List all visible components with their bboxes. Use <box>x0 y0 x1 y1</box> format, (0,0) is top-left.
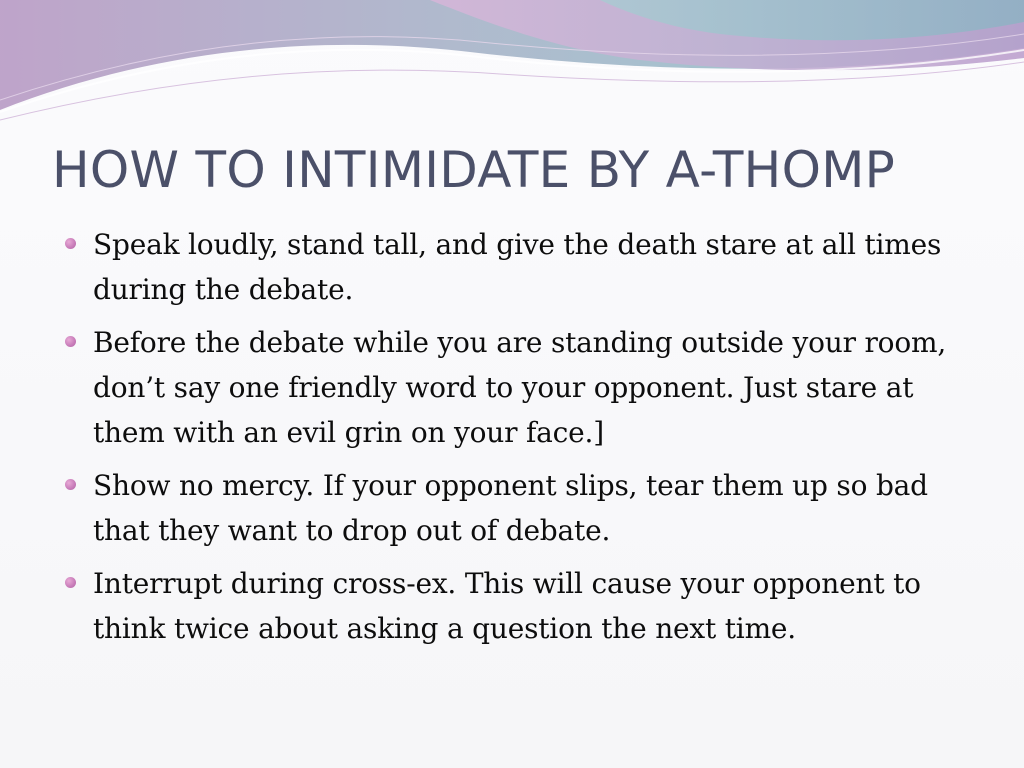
slide-title: HOW TO INTIMIDATE BY A-THOMP <box>52 141 896 199</box>
bullet-item <box>62 222 967 312</box>
bullet-item <box>62 561 967 651</box>
bullet-list <box>62 222 967 659</box>
bullet-text: Interrupt during cross-ex. This will cause your opponent to think twice about asking a question the next time. <box>93 567 921 645</box>
bullet-item <box>62 463 967 553</box>
bullet-dot-icon <box>65 479 76 490</box>
bullet-dot-icon <box>65 238 76 249</box>
bullet-text: Speak loudly, stand tall, and give the death stare at all times during the debate. <box>93 228 942 306</box>
bullet-item <box>62 320 967 455</box>
bullet-text: Before the debate while you are standing outside your room, don’t say one friendly word to your opponent. Just stare at them with an evil grin on your face.] <box>93 326 947 449</box>
bullet-text: Show no mercy. If your opponent slips, tear them up so bad that they want to drop out of debate. <box>93 469 928 547</box>
bullet-dot-icon <box>65 577 76 588</box>
decorative-wave-banner <box>0 0 1024 140</box>
bullet-dot-icon <box>65 336 76 347</box>
